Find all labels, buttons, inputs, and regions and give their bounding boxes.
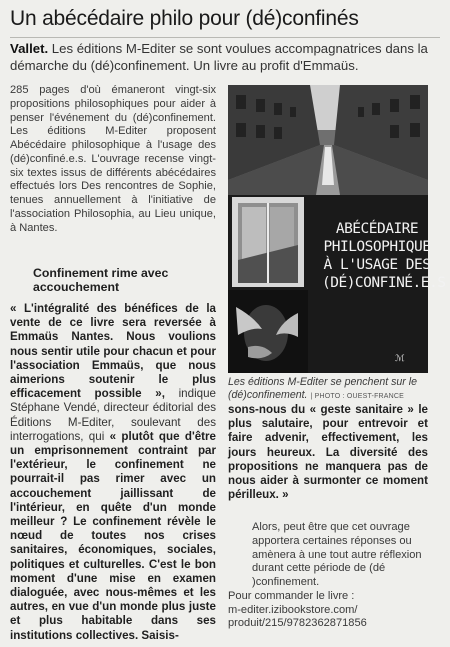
photo-caption (228, 376, 440, 403)
article-lede (10, 40, 440, 74)
quote-part-1: « L'intégralité des bénéfices de la vente de ce livre sera reversée à Emmaüs Nantes. Nous voulions nous sentir utile pour chacun et pour l'association Emmaüs, que nous aimerions soutenir le plus efficacement possible », (10, 302, 216, 401)
lede-place: Vallet. (10, 41, 49, 56)
quote-part-2: « plutôt que d'être un emprisonnement contraint par l'extérieur, le confinement ne pourrait-il pas rimer avec un accouchement jaillissant de l'intérieur, en quête d'un monde meilleur ? Le confinement révèle le nœud de toutes nos crises sanitaires, économiques, sociales, politiques et culturelles. C'est le bon moment d'une mise en examen dialoguée, avec nous-mêmes et les autres, en vue d'un monde plus juste et plus habitable dans ses institutions collectives. Saisis- (10, 429, 216, 642)
order-label: Pour commander le livre : (228, 589, 355, 602)
intro-paragraph: 285 pages d'où émaneront vingt-six propositions philosophiques pour aider à penser l'événement du (dé)confinement. Les éditions M-Editer proposent Abécédaire philosophique à l'usage des (dé)confiné.e.s. L'ouvrage recense vingt-six textes issus de différents abécédaires effectués lors Des rencontres de Sophie, tenues annuellement à l'initiative de l'association Philosophia, au Lieu unique, à Nantes. (10, 84, 216, 234)
publisher-mark-icon: ℳ (395, 354, 405, 364)
quote-column (10, 302, 216, 643)
quote-attribution: indique Stéphane Vendé, directeur éditorial des Éditions M-Editer, soulevant des interrogations, qui (10, 387, 216, 443)
section-subhead: Confinement rime avec accouchement (33, 266, 169, 294)
photo-credit: | PHOTO : OUEST-FRANCE (310, 393, 405, 400)
quote-paragraph (10, 302, 216, 643)
caption-text: Les éditions M-Editer se penchent sur le (dé)confinement. (228, 376, 418, 401)
intro-column (10, 84, 216, 235)
article-headline: Un abécédaire philo pour (dé)confinés (10, 7, 359, 30)
headline-rule (10, 37, 440, 38)
quote-continuation: sons-nous du « geste sanitaire » le plus salutaire, pour entrevoir et faire advenir, effectivement, les jours heureux. La diversité des propositions ne manquera pas de nous aider à surmonter ce moment périlleux. » (228, 403, 428, 502)
order-url-line-2: produit/215/9782362871856 (228, 617, 367, 630)
quote-continuation-column (228, 403, 428, 502)
order-url-line-1: m-editer.izibookstore.com/ (228, 603, 358, 616)
closing-paragraph: Alors, peut être que cet ouvrage apportera certaines réponses ou amènera à une tout autre réflexion durant cette période de (dé )confinement. (252, 521, 422, 588)
lede-text: Les éditions M-Editer se sont voulues accompagnatrices dans la démarche du (dé)confinement. Un livre au profit d'Emmaüs. (10, 41, 428, 73)
book-cover-title: ABÉCÉDAIRE PHILOSOPHIQUE À L'USAGE DES (DÉ)CONFINÉ.E.S (322, 221, 446, 291)
closing-column (228, 521, 428, 631)
